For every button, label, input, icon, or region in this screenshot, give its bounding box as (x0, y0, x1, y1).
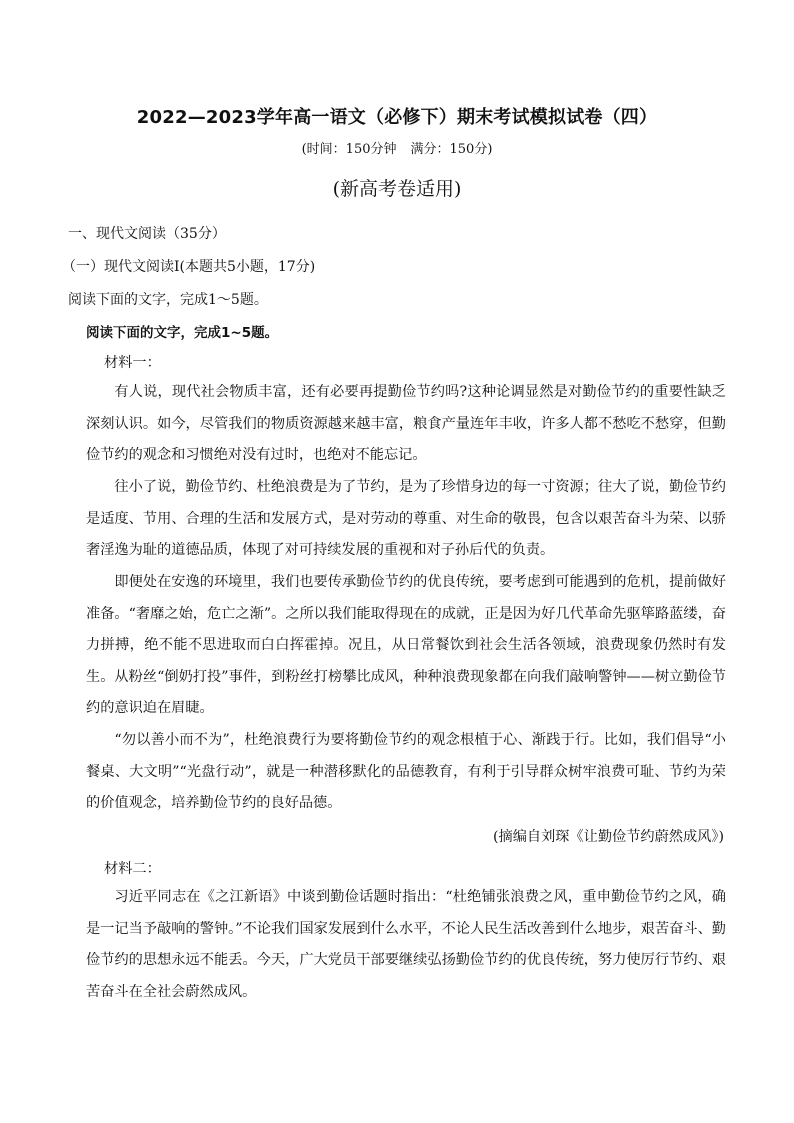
material-one-paragraph-3: 即便处在安逸的环境里，我们也要传承勤俭节约的优良传统，要考虑到可能遇到的危机，提前做好准备。“奢靡之始，危亡之渐”。之所以我们能取得现在的成就，正是因为好几代革命先驱筚路蓝缕，奋力拼搏，绝不能不思进取而白白挥霍掉。况且，从日常餐饮到社会生活各领域，浪费现象仍然时有发生。从粉丝“倒奶打投”事件，到粉丝打榜攀比成风，种种浪费现象都在向我们敲响警钟——树立勤俭节约的意识迫在眉睫。 (86, 574, 726, 716)
applies-to-label: (新高考卷适用) (332, 178, 462, 200)
reading-instruction-bold: 阅读下面的文字，完成1~5题。 (86, 325, 279, 341)
exam-time-score (0, 138, 794, 157)
material-one-paragraph-4: “勿以善小而不为”，杜绝浪费行为要将勤俭节约的观念根植于心、渐践于行。比如，我们倡导“小餐桌、大文明”“光盘行动”，就是一种潜移默化的品德教育，有利于引导群众树牢浪费可耻、节约为荣的价值观念，培养勤俭节约的良好品德。 (86, 732, 726, 811)
material-one-paragraph-2: 往小了说，勤俭节约、杜绝浪费是为了节约，是为了珍惜身边的每一寸资源；往大了说，勤俭节约是适度、节用、合理的生活和发展方式，是对劳动的尊重、对生命的敬畏，包含以艰苦奋斗为荣、以骄奢淫逸为耻的道德品质，体现了对可持续发展的重视和对子孙后代的负责。 (86, 479, 726, 558)
material-two-label: 材料二： (104, 861, 161, 877)
material-one-source: (摘编自刘琛《让勤俭节约蔚然成风》) (493, 829, 724, 845)
time-info: (时间：150分钟 (301, 142, 397, 157)
score-info: 满分：150分) (410, 142, 493, 157)
exam-title: 2022—2023学年高一语文（必修下）期末考试模拟试卷（四） (136, 107, 658, 128)
section-heading: 一、现代文阅读（35分） (68, 226, 226, 242)
reading-instruction: 阅读下面的文字，完成1～5题。 (68, 292, 268, 308)
sub-section-heading: （一）现代文阅读Ⅰ(本题共5小题，17分) (62, 259, 316, 275)
material-two-paragraph-1: 习近平同志在《之江新语》中谈到勤俭话题时指出：“杜绝铺张浪费之风，重申勤俭节约之风，确是一记当予敲响的警钟。”不论我们国家发展到什么水平，不论人民生活改善到什么地步，艰苦奋斗、勤俭节约的思想永远不能丢。今天，广大党员干部要继续弘扬勤俭节约的优良传统，努力使厉行节约、艰苦奋斗在全社会蔚然成风。 (86, 889, 726, 1000)
material-one-label: 材料一： (104, 355, 161, 371)
material-one-paragraph-1: 有人说，现代社会物质丰富，还有必要再提勤俭节约吗?这种论调显然是对勤俭节约的重要性缺乏深刻认识。如今，尽管我们的物质资源越来越丰富，粮食产量连年丰收，许多人都不愁吃不愁穿，但勤俭节约的观念和习惯绝对没有过时，也绝对不能忘记。 (86, 384, 726, 463)
